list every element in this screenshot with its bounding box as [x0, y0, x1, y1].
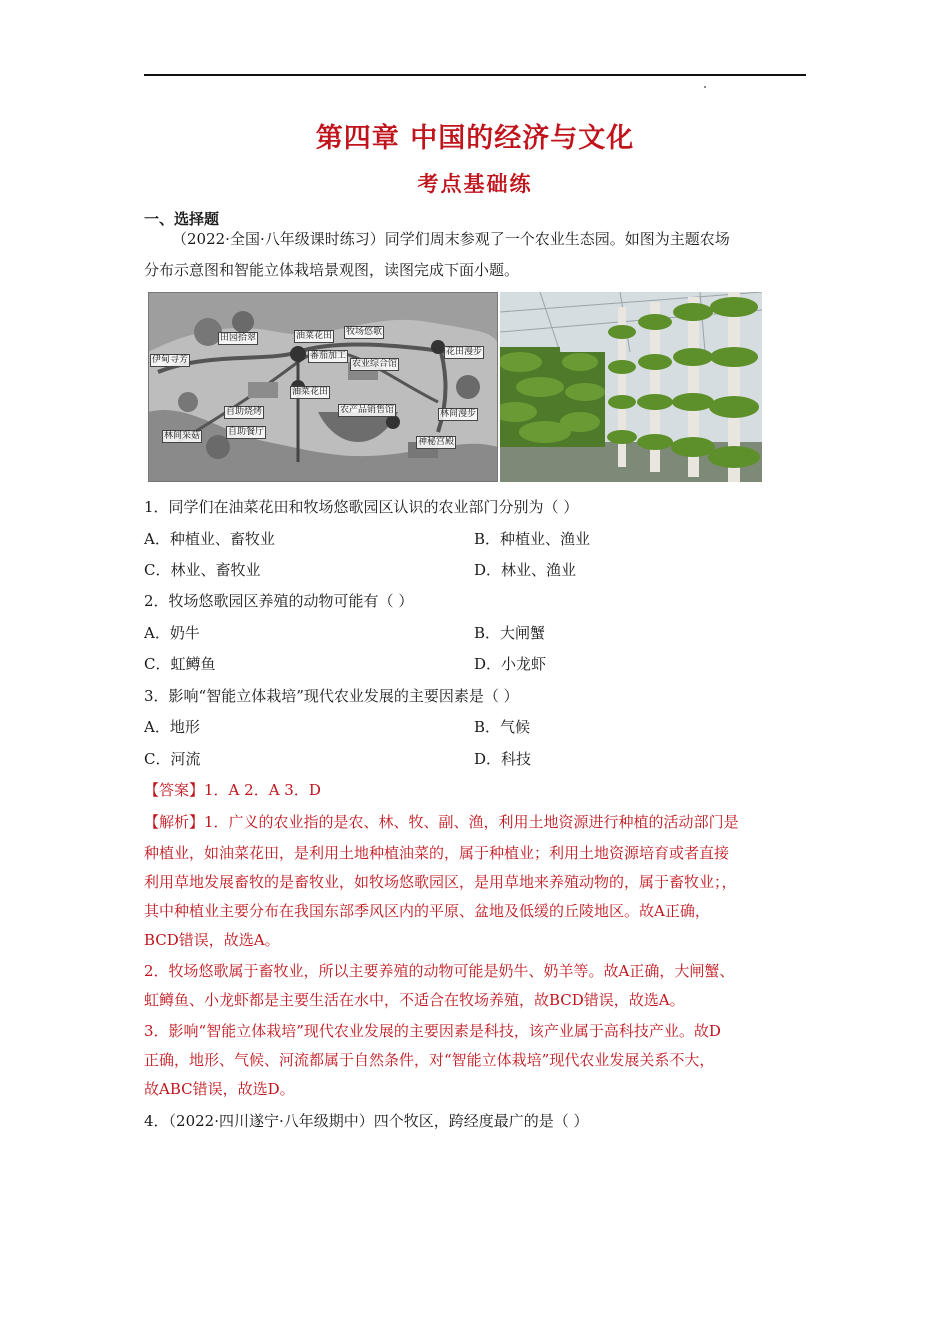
map-label: 田园拾翠	[220, 333, 257, 343]
map-label: 牧场悠歌	[346, 327, 383, 337]
map-label: 伊甸寻芳	[152, 355, 189, 365]
analysis-line-2: 种植业，如油菜花田，是利用土地种植油菜的，属于种植业；利用土地资源培育或者直接	[144, 844, 730, 862]
q3-option-c: C．河流	[144, 750, 201, 768]
q3-option-a: A．地形	[144, 718, 200, 736]
chapter-title: 第四章 中国的经济与文化	[315, 123, 635, 154]
analysis-label: 【解析】	[144, 813, 205, 831]
map-label: 农业综合馆	[352, 359, 398, 369]
analysis-line-10: 故ABC错误，故选D。	[144, 1080, 295, 1098]
map-label: 番茄加工	[310, 351, 347, 361]
q1-option-b: B．种植业、渔业	[474, 530, 591, 548]
q2-option-d: D．小龙虾	[474, 655, 547, 673]
map-label: 自助餐厅	[228, 427, 265, 437]
map-label: 油菜花田	[296, 331, 333, 341]
answer-line	[144, 780, 321, 800]
answer-text: 1．A 2．A 3．D	[204, 781, 321, 799]
header-rule	[144, 74, 806, 76]
analysis-line-8: 3．影响“智能立体栽培”现代农业发展的主要因素是科技，该产业属于高科技产业。故D	[144, 1022, 721, 1040]
header-dot	[704, 86, 706, 88]
map-label: 油菜花田	[292, 387, 329, 397]
analysis-line-9: 正确，地形、气候、河流都属于自然条件，对“智能立体栽培”现代农业发展关系不大，	[144, 1051, 715, 1069]
question-2-stem: 2．牧场悠歌园区养殖的动物可能有（ ）	[144, 592, 414, 610]
farm-map-figure	[148, 292, 498, 482]
map-label: 神秘宫殿	[418, 437, 455, 447]
chapter-subtitle: 考点基础练	[417, 171, 533, 196]
map-label: 花田漫步	[446, 347, 483, 357]
analysis-text: 1．广义的农业指的是农、林、牧、副、渔，利用土地资源进行种植的活动部门是	[204, 813, 739, 831]
q3-option-b: B．气候	[474, 718, 531, 736]
analysis-line-5: BCD错误，故选A。	[144, 931, 280, 949]
vertical-farming-photo	[500, 292, 762, 482]
analysis-line-7: 虹鳟鱼、小龙虾都是主要生活在水中，不适合在牧场养殖，故BCD错误，故选A。	[144, 991, 685, 1009]
map-label: 林间漫步	[440, 409, 477, 419]
figure-pair	[148, 292, 762, 482]
analysis-line-4: 其中种植业主要分布在我国东部季风区内的平原、盆地及低缓的丘陵地区。故A正确，	[144, 902, 710, 920]
question-1-stem: 1．同学们在油菜花田和牧场悠歌园区认识的农业部门分别为（ ）	[144, 498, 579, 516]
section-heading: 一、选择题	[144, 210, 220, 228]
intro-line-1: （2022·全国·八年级课时练习）同学们周末参观了一个农业生态园。如图为主题农场	[172, 230, 730, 248]
q3-option-d: D．科技	[474, 750, 532, 768]
analysis-line-6: 2．牧场悠歌属于畜牧业，所以主要养殖的动物可能是奶牛、奶羊等。故A正确，大闸蟹、	[144, 962, 735, 980]
q2-option-c: C．虹鳟鱼	[144, 655, 216, 673]
q2-option-b: B．大闸蟹	[474, 624, 546, 642]
map-label: 农产品销售馆	[340, 405, 395, 415]
q1-option-c: C．林业、畜牧业	[144, 561, 261, 579]
q1-option-a: A．种植业、畜牧业	[144, 530, 275, 548]
analysis-line-1	[144, 812, 739, 832]
map-label: 林间采菇	[164, 431, 201, 441]
analysis-line-3: 利用草地发展畜牧的是畜牧业，如牧场悠歌园区，是用草地来养殖动物的，属于畜牧业；，	[144, 873, 737, 891]
greenhouse-drawing	[500, 292, 762, 482]
map-label: 自助烧烤	[226, 407, 263, 417]
intro-line-2: 分布示意图和智能立体栽培景观图，读图完成下面小题。	[144, 261, 520, 279]
answer-label: 【答案】	[144, 781, 205, 799]
q1-option-d: D．林业、渔业	[474, 561, 577, 579]
question-3-stem: 3．影响“智能立体栽培”现代农业发展的主要因素是（ ）	[144, 687, 519, 705]
question-4-stem: 4．（2022·四川遂宁·八年级期中）四个牧区，跨经度最广的是（ ）	[144, 1112, 589, 1130]
q2-option-a: A．奶牛	[144, 624, 200, 642]
